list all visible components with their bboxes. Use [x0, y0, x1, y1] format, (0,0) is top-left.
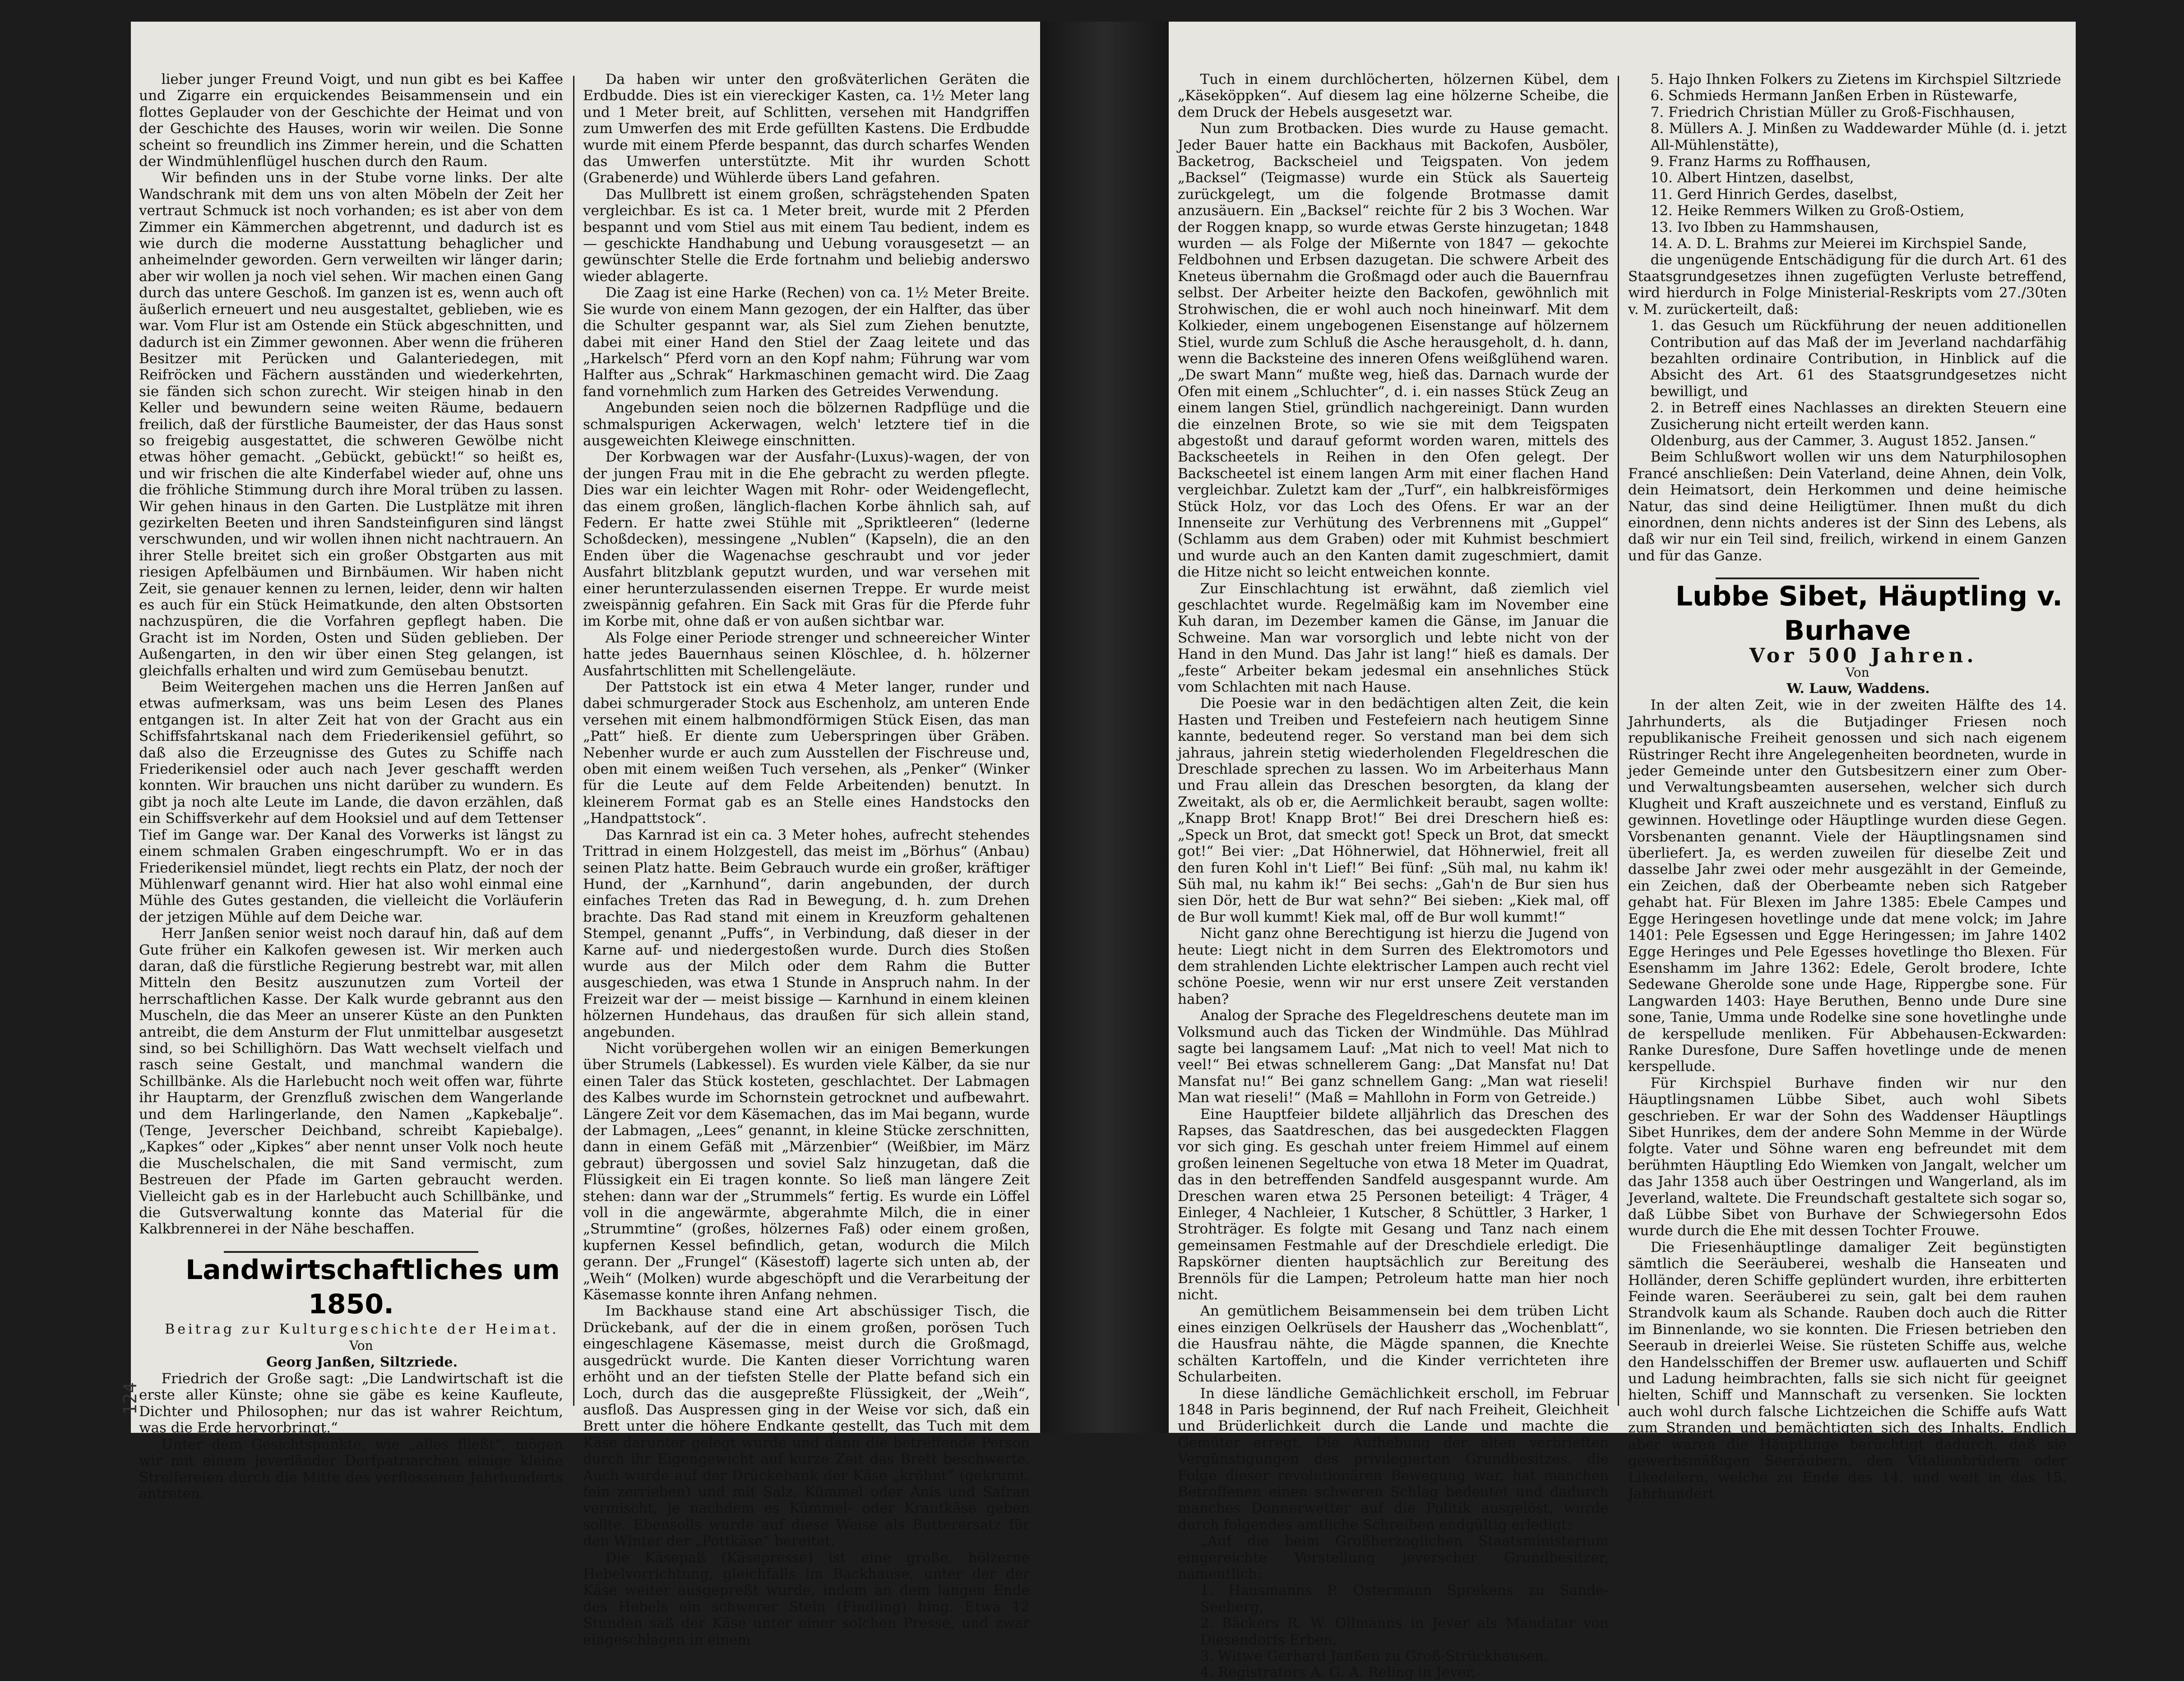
article-subtitle: Vor 500 Jahren.: [1749, 644, 1977, 668]
list-item: 8. Müllers A. J. Minßen zu Waddewarder Mühle (d. i. jetzt All-Mühlenstätte),: [1650, 120, 2067, 153]
list-item: 3. Witwe Gerhard Janßen zu Groß-Strückhausen,: [1200, 1648, 1548, 1664]
list-item: 4. Registrators A. G. A. Reling in Jever,: [1200, 1664, 1476, 1681]
list-item: 12. Heike Remmers Wilken zu Groß-Ostiem,: [1650, 203, 1965, 219]
list-item: 13. Ivo Ibben zu Hammshausen,: [1650, 219, 1879, 236]
article-title: Landwirtschaftliches um 1850.: [185, 1254, 560, 1320]
left-newspaper-page: [120, 22, 1040, 1648]
paragraph: Nun zum Brotbacken. Dies wurde zu Hause gemacht. Jeder Bauer hatte ein Backhaus mit Backofen, Ausböler, Backetrog, Backscheiel und Teigspaten. Von jedem „Backsel“ (Teigmasse) wurde ein Stück als Sauerteig zurückgelegt, um die folgende Brotmasse damit anzusäuern. Ein „Backsel“ reichte für 2 bis 3 Wochen. War der Roggen knapp, so wurde etwas Gerste hinzugetan; 1848 wurden — als Folge der Mißernte von 1847 — gekochte Feldbohnen und Erbsen dazugetan. Die schwere Arbeit des Kneteus übernahm die Großmagd oder auch die Bauernfrau selbst. Der Arbeiter heizte den Backofen, gewöhnlich mit Strohwischen, die er wohl auch noch hineinwarf. Mit dem Kolkieder, einem ungebogenen Eisenstange auf hölzernem Stiel, wurde zum Schluß die Asche herausgeholt, d. h. dann, wenn die Backsteine des inneren Ofens weißglühend waren. „De swart Mann“ mußte weg, hieß das. Darnach wurde der Ofen mit einem „Schluchter“, d. i. ein nasses Stück Zeug an einem langen Stiel, gründlich nachgereinigt. Dann wurden die einzelnen Brote, so wie sie mit dem Teigspaten abgestoßt und darauf geformt worden waren, mittels des Backscheetels in Reihen in den Ofen gelegt. Der Backscheetel ist einem langen Arm mit einer flachen Hand vergleichbar. Zuletzt kam der „Turf“, ein halbkreisförmiges Stück Holz, vor das Loch des Ofens. Er war an der Innenseite zur Verhütung des Verbrennens mit „Guppel“ (Schlamm aus dem Graben) oder mit Kuhmist beschmiert und wurde auch an den Kanten damit zugeschmiert, damit die Hitze nicht so leicht entweichen konnte.: [1178, 120, 1609, 581]
paragraph: Das Mullbrett ist einem großen, schrägstehenden Spaten vergleichbar. Es ist ca. 1 Meter breit, wurde mit 2 Pferden bespannt und vom Stiel aus mit einem Tau bedient, indem es — geschickte Handhabung und Uebung vorausgesetzt — an gewünschter Stelle die Erde fortnahm und beliebig anderswo wieder ablagerte.: [583, 186, 1030, 285]
paragraph: „Auf die beim Großherzoglichen Staatsministerium eingereichte Vorstellung jeverscher Grundbesitzer, namentlich:: [1178, 1533, 1609, 1582]
page-gutter: [1040, 22, 1169, 1433]
paragraph: In der alten Zeit, wie in der zweiten Hälfte des 14. Jahrhunderts, als die Butjadinger Friesen noch republikanische Freiheit genossen und sich nach eigenem Rüstringer Recht ihre Angelegenheiten beordneten, wurde in jeder Gemeinde unter den Gutsbesitzern einer zum Ober- und Verwaltungsbeamten ausersehen, welcher sich durch Klugheit und Kraft auszeichnete und es verstand, Einfluß zu gewinnen. Hovetlinge oder Häuptlinge wurden diese Gegen. Vorsbenanten genannt. Viele der Häuptlingsnamen sind überliefert. Ja, es werden zuweilen für dieselbe Zeit und dasselbe Jahr zwei oder mehr ausgezählt in der Gemeinde, ein Zeichen, daß der Oberbeamte neben sich Ratgeber gehabt hat. Für Blexen im Jahre 1385: Ebele Campes und Egge Heringesen hovetlinge unde dat mene volck; im Jahre 1401: Pele Egsessen und Egge Heringessen; im Jahre 1402 Egge Heringes und Pele Egesses hovetlinge tho Blexen. Für Esenshamm im Jahre 1362: Edele, Gerolt brodere, Ichte Sedewane Gherolde sone unde Hage, Rippergbe sone. Für Langwarden 1403: Haye Beruthen, Benno unde Dure sine sone, Tanie, Umma unde Rodelke sine sone hovetlinghe unde de kerspellude menliken. Für Abbehausen-Eckwarden: Ranke Duresfone, Dure Saffen hovetlinge unde de menen kerspellude.: [1628, 697, 2067, 1075]
article-von: Von: [349, 1338, 373, 1353]
left-column-1: [139, 71, 563, 1502]
paragraph: Zur Einschlachtung ist erwähnt, daß ziemlich viel geschlachtet wurde. Regelmäßig kam im November eine Kuh daran, im Dezember kamen die Gänse, im Januar die Schweine. Man war vorsorglich und lebte nicht von der Hand in den Mund. Das Jahr ist lang!“ hieß es damals. Der „feste“ Arbeiter bekam jedesmal ein ansehnliches Stück vom Schlachten mit nach Hause.: [1178, 580, 1609, 696]
paragraph: Eine Hauptfeier bildete alljährlich das Dreschen des Rapses, das Saatdreschen, das bei ausgedeckten Flaggen vor sich ging. Es geschah unter freiem Himmel auf einem großen leinenen Segeltuche von etwa 18 Meter im Quadrat, das in den betreffenden Sandfeld ausgespannt wurde. Am Dreschen waren etwa 25 Personen beteiligt: 4 Träger, 4 Einleger, 4 Nachleier, 1 Kutscher, 8 Schüttler, 3 Harker, 1 Strohträger. Es folgte mit Gesang und Tanz nach einem gemeinsamen Festmahle auf der Dreschdiele erledigt. Die Rapskörner dienten hauptsächlich zur Bereitung des Brennöls für die Lampen; Petroleum hatte man hier noch nicht.: [1178, 1106, 1609, 1303]
paragraph: Wir befinden uns in der Stube vorne links. Der alte Wandschrank mit dem uns von alten Möbeln der Zeit her vertraut Schmuck ist noch vorhanden; es ist aber von dem Zimmer ein Kämmerchen abgetrennt, und dadurch ist es wie durch die moderne Ausstattung behaglicher und anheimelnder geworden. Gern verweilten wir länger darin; aber wir wollen ja noch viel sehen. Wir machen einen Gang durch das untere Geschoß. Im ganzen ist es, wenn auch oft äußerlich erneuert und neu ausgestaltet, geblieben, wie es war. Vom Flur ist am Ostende ein Stück abgeschnitten, und dadurch ist ein Zimmer gewonnen. Aber wenn die früheren Besitzer mit Perücken und Galanteriedegen, mit Reifröcken und Fächern ausständen und wiederkehrten, sie fänden sich schon zurecht. Wir steigen hinab in den Keller und bewundern seine weiten Räume, bedauern freilich, daß der fürstliche Baumeister, der das Haus sonst so freigebig ausgestattet, die schweren Gewölbe nicht etwas höher gemacht. „Gebückt, gebückt!“ so heißt es, und wir frischen die alte Kinderfabel wieder auf, ohne uns die fröhliche Stimmung durch ihre Moral trüben zu lassen. Wir gehen hinaus in den Garten. Die Lustplätze mit ihren gezirkelten Beeten und ihren Sandsteinfiguren sind längst verschwunden, und wir wollen ihnen nicht nachtrauern. An ihrer Stelle breitet sich ein großer Obstgarten aus mit riesigen Apfelbäumen und Birnbäumen. Wir haben nicht Zeit, sie genauer kennen zu lernen, leider, denn wir halten es auch für ein Stück Heimatkunde, den alten Obstsorten nachzuspüren, die die Vorfahren gepflegt haben. Die Gracht ist im Norden, Osten und Süden geblieben. Der Außengarten, in den wir über einen Steg gelangen, ist gleichfalls erhalten und wird zum Gemüsebau benutzt.: [139, 170, 563, 679]
list-item: 7. Friedrich Christian Müller zu Groß-Fischhausen,: [1650, 104, 2015, 120]
left-column-2: [583, 71, 1030, 1648]
paragraph: Oldenburg, aus der Cammer, 3. August 1852. Jansen.“: [1650, 432, 2036, 449]
page-number: 124: [120, 1382, 141, 1415]
column-rule: [573, 76, 574, 1406]
list-item: 6. Schmieds Hermann Janßen Erben in Rüstewarfe,: [1650, 88, 2018, 104]
article-author: Georg Janßen, Siltzriede.: [266, 1354, 458, 1370]
paragraph: In diese ländliche Gemächlichkeit erscholl, im Februar 1848 in Paris beginnend, der Ruf nach Freiheit, Gleichheit und Brüderlichkeit durch die Lande und machte die Gemüter erregt. Die Aufhebung der alten verbrieften Vergünstigungen des privilegierten Grundbesitzes, die Folge dieser revolutionären Bewegung war, hat manchen Betroffenen einen schweren Schlag bedeutet und dadurch manches Donnerwetter auf die Politik ausgelöst, wurde durch folgendes amtliche Schreiben endgültig erledigt:: [1178, 1385, 1609, 1533]
paragraph: Der Korbwagen war der Ausfahr-(Luxus)-wagen, der von der jungen Frau mit in die Ehe gebracht zu werden pflegte. Dies war ein leichter Wagen mit Rohr- oder Weidengeflecht, das einem großen, länglich-flachen Korbe ähnlich sah, auf Federn. Er hatte zwei Stühle mit „Spriktleeren“ (lederne Schoßdecken), messingene „Nublen“ (Kapseln), die an den Enden über die Wagenachse geschraubt und vor jeder Ausfahrt blitzblank geputzt wurden, und war versehen mit einer herunterzulassenden eisernen Treppe. Er wurde meist zweispännig gefahren. Ein Sack mit Gras für die Pferde fuhr im Korbe mit, ohne daß er von außen sichtbar war.: [583, 449, 1030, 630]
article-title: Lubbe Sibet, Häuptling v. Burhave: [1675, 581, 2063, 647]
paragraph: Nicht vorübergehen wollen wir an einigen Bemerkungen über Strumels (Labkessel). Es wurden viele Kälber, da sie nur einen Taler das Stück kosteten, geschlachtet. Der Labmagen des Kalbes wurde im Schornstein getrocknet und aufbewahrt. Längere Zeit vor dem Käsemachen, das im Mai begann, wurde der Labmagen, „Lees“ genannt, in kleine Stücke zerschnitten, dann in einem Gefäß mit „Märzenbier“ (Weißbier, im März gebraut) übergossen und soviel Salz hinzugetan, daß die Flüssigkeit ein Ei tragen konnte. So ließ man längere Zeit stehen: dann war der „Strummels“ fertig. Es wurde ein Löffel voll in die angewärmte, abgerahmte Milch, die in einer „Strummtine“ (großes, hölzernes Faß) oder einem großen, kupfernen Kessel befindlich, getan, wodurch die Milch gerann. Der „Frungel“ (Käsestoff) lagerte sich unten ab, der „Weih“ (Molken) wurde abgeschöpft und die Verarbeitung der Käsemasse konnte ihren Anfang nehmen.: [583, 1040, 1030, 1303]
paragraph: An gemütlichem Beisammensein bei dem trüben Licht eines einzigen Oelkrüsels der Hausherr das „Wochenblatt“, die Hausfrau nähte, die Mägde spannen, die Knechte schälten Kartoffeln, und die Kinder verrichteten ihre Schularbeiten.: [1178, 1303, 1609, 1385]
list-item: 9. Franz Harms zu Roffhausen,: [1650, 153, 1871, 170]
paragraph: Da haben wir unter den großväterlichen Geräten die Erdbudde. Dies ist ein viereckiger Kasten, ca. 1½ Meter lang und 1 Meter breit, auf Schlitten, versehen mit Handgriffen zum Umwerfen des mit Erde gefüllten Kastens. Die Erdbudde wurde mit einem Pferde bespannt, das durch scharfes Wenden das Umwerfen unterstützte. Mit ihr wurden Schott (Grabenerde) und Wühlerde übers Land gefahren.: [583, 71, 1030, 186]
paragraph: Für Kirchspiel Burhave finden wir nur den Häuptlingsnamen Lübbe Sibet, auch wohl Sibets geschrieben. Er war der Sohn des Waddenser Häuptlings Sibet Hunrikes, dem der andere Sohn Memme in der Würde folgte. Vater und Söhne waren eng befreundet mit dem berühmten Häuptling Edo Wiemken von Jangalt, welcher um das Jahr 1358 auch über Oestringen und Wangerland, als im Jeverland, waltete. Die Freundschaft gestaltete sich sogar so, daß Lübbe Sibet von Burhave der Schwiegersohn Edos wurde durch die Ehe mit dessen Tochter Frouwe.: [1628, 1075, 2067, 1239]
paragraph: Beim Schlußwort wollen wir uns dem Naturphilosophen Francé anschließen: Dein Vaterland, deine Ahnen, dein Volk, dein Heimatsort, dein Herkommen und deine heimische Natur, das sind deine Heiligtümer. Ihnen mußt du dich einordnen, denn nichts anderes ist der Sinn des Lebens, als daß wir nur ein Teil sind, freilich, wirkend in einem Ganzen und für das Ganze.: [1628, 449, 2067, 564]
paragraph: Angebunden seien noch die bölzernen Radpflüge und die schmalspurigen Ackerwagen, welch' letztere tief in die ausgeweichten Kleiwege einschnitten.: [583, 400, 1030, 449]
article-author: W. Lauw, Waddens.: [1786, 681, 1930, 697]
paragraph: Beim Weitergehen machen uns die Herren Janßen auf etwas aufmerksam, was uns beim Lesen des Planes entgangen ist. In alter Zeit hat von der Gracht aus ein Schiffsfahrtskanal nach dem Friederikensiel geführt, so daß also die Erzeugnisse des Gutes zu Schiffe nach Friederikensiel oder auch nach Jever geschafft werden konnten. Wir brauchen uns nicht darüber zu wundern. Es gibt ja noch alte Leute im Lande, die davon erzählen, daß ein Schiffsverkehr auf dem Hooksiel und auf dem Tettenser Tief im Gange war. Der Kanal des Vorwerks ist längst zu einem schmalen Graben eingeschrumpft. Wo er in das Friederikensiel mündet, liegt rechts ein Platz, der noch der Mühlenwarf genannt wird. Hier hat also wohl einmal eine Mühle des Gutes gestanden, die vielleicht die Vorläuferin der jetzigen Mühle auf dem Deiche war.: [139, 679, 563, 925]
paragraph: Analog der Sprache des Flegeldreschens deutete man im Volksmund auch das Ticken der Windmühle. Das Mühlrad sagte bei langsamem Lauf: „Mat nich to veel! Mat nich to veel!“ Bei etwas schnellerem Gang: „Dat Mansfat nu! Dat Mansfat nu!“ Bei ganz schnellem Gang: „Man wat rieseli! Man wat rieseli!“ (Maß = Mahllohn in Form von Getreide.): [1178, 1007, 1609, 1106]
list-item: 2. in Betreff eines Nachlasses an direkten Steuern eine Zusicherung nicht erteilt werden kann.: [1650, 400, 2067, 433]
list-item: 10. Albert Hintzen, daselbst,: [1650, 170, 1854, 186]
paragraph: Das Karnrad ist ein ca. 3 Meter hohes, aufrecht stehendes Trittrad in einem Holzgestell, das meist im „Börhus“ (Anbau) seinen Platz hatte. Beim Gebrauch wurde ein großer, kräftiger Hund, der „Karnhund“, darin angebunden, der durch einfaches Treten das Rad in Bewegung, d. h. zum Drehen brachte. Das Rad stand mit einem in Kreuzform gehaltenen Stempel, genannt „Puffs“, in Verbindung, daß dieser in der Karne auf- und niedergestoßen wurde. Durch dies Stoßen wurde aus der Milch oder dem Rahm die Butter ausgeschieden, was etwa 1 Stunde in Anspruch nahm. In der Freizeit war der — meist bissige — Karnhund in einem kleinen hölzernen Hundehaus, das draußen für sich allein stand, angebunden.: [583, 827, 1030, 1040]
right-column-2: [1628, 71, 2067, 1502]
right-newspaper-page: [1169, 22, 2076, 1681]
paragraph: Herr Janßen senior weist noch darauf hin, daß auf dem Gute früher ein Kalkofen gewesen ist. Wir merken auch daran, daß die fürstliche Regierung bestrebt war, mit allen Mitteln den Besitz auszunutzen zum Vorteil der herrschaftlichen Kasse. Der Kalk wurde gebrannt aus den Muscheln, die das Meer an unserer Küste an den Punkten antreibt, die dem Ansturm der Flut unmittelbar ausgesetzt sind, so bei Schillighörn. Das Watt wechselt vielfach und rasch seine Gestalt, und manchmal wandern die Schillbänke. Als die Harlebucht noch weit offen war, führte ihr Hauptarm, der Grenzfluß zwischen dem Wangerlande und dem Harlingerlande, den Namen „Kapkebalje“. (Tenge, Jeverscher Deichband, schreibt Kapiebalge). „Kapkes“ oder „Kipkes“ aber nennt unser Volk noch heute die Muschelschalen, die mit Sand vermischt, zum Bestreuen der Pfade im Garten gebraucht werden. Vielleicht gab es in der Harlebucht auch Schillbänke, und die Gutsverwaltung konnte das Material für die Kalkbrennerei in der Nähe beschaffen.: [139, 925, 563, 1238]
paragraph: die ungenügende Entschädigung für die durch Art. 61 des Staatsgrundgesetzes ihnen zugefügten Verluste betreffend, wird hierdurch in Folge Ministerial-Reskripts vom 27./30ten v. M. zurückerteilt, daß:: [1628, 252, 2067, 318]
paragraph: Die Poesie war in den bedächtigen alten Zeit, die kein Hasten und Treiben und Festefeiern nach heutigem Sinne kannte, bedeutend reger. So verstand man bei dem sich jahraus, jahrein stetig wiederholenden Flegeldreschen die Dreschlade sprechen zu lassen. Wo im Arbeiterhaus Mann und Frau allein das Dreschen besorgten, da klang der Zweitakt, als ob er, die Aermlichkeit beraubt, sagen wollte: „Knapp Brot! Knapp Brot!“ Bei drei Dreschern hieß es: „Speck un Brot, dat smeckt got! Speck un Brot, dat smeckt got!“ Bei vier: „Dat Höhnerwiel, dat Höhnerwiel, freit all den furen Kohl in't Lief!“ Bei fünf: „Süh mal, nu kahm ik! Süh mal, nu kahm ik!“ Bei sechs: „Gah'n de Bur sien hus sien Dör, hett de Bur wat sehn?“ Bei sieben: „Kiek mal, off de Bur woll kummt! Kiek mal, off de Bur woll kummt!“: [1178, 695, 1609, 925]
paragraph: Die Zaag ist eine Harke (Rechen) von ca. 1½ Meter Breite. Sie wurde von einem Mann gezogen, der ein Halfter, das über die Schulter gespannt war, als Siel zum Ziehen benutzte, dabei mit einer Hand den Stiel der Zaag leitete und das „Harkelsch“ Pferd vorn an den Kopf nahm; Führung war vom Halfter aus „Schrak“ Harkmaschinen gemacht wird. Die Zaag fand vornehmlich zum Harken des Getreides Verwendung.: [583, 285, 1030, 400]
article-subtitle: Beitrag zur Kulturgeschichte der Heimat.: [165, 1321, 559, 1337]
paragraph: Die Käsepaß (Käsepresse) ist eine große, hölzerne Hebelvorrichtung, gleichfalls im Backhause, unter der der Käse weiter ausgepreßt wurde, indem an dem langen Ende des Hebels ein schwerer Stein (Findling) hing. Etwa 12 Stunden saß der Käse unter einer solchen Presse, und zwar eingeschlagen in einem: [583, 1549, 1030, 1648]
article-von: Von: [1846, 665, 1869, 680]
right-column-1: [1178, 71, 1609, 1681]
paragraph: Friedrich der Große sagt: „Die Landwirtschaft ist die erste aller Künste; ohne sie gäbe es keine Kaufleute, Dichter und Philosophen; nur das ist wahrer Reichtum, was die Erde hervorbringt.“: [139, 1371, 563, 1436]
list-item: 11. Gerd Hinrich Gerdes, daselbst,: [1650, 186, 1898, 203]
paragraph: Nicht ganz ohne Berechtigung ist hierzu die Jugend von heute: Liegt nicht in dem Surren des Elektromotors und dem strahlenden Lichte elektrischer Lampen auch recht viel schöne Poesie, wenn wir nur erst unsere Zeit verstanden haben?: [1178, 925, 1609, 1007]
paragraph: Im Backhause stand eine Art abschüssiger Tisch, die Drückebank, auf der die in einem großen, porösen Tuch eingeschlagene Käsemasse, meist durch die Großmagd, ausgedrückt wurde. Die Kanten dieser Vorrichtung waren erhöht und an der tiefsten Stelle der Platte befand sich ein Loch, durch das die ausgepreßte Flüssigkeit, der „Weih“, ausfloß. Das Auspressen ging in der Weise vor sich, daß ein Brett unter die höhere Endkante gestellt, das Tuch mit dem Käse darunter gelegt wurde und dann die betreffende Person durch ihr Eigengewicht auf kurze Zeit das Brett beschwerte. Auch wurde auf der Drückebank der Käse „kröhnt“ (gekrumt, fein zerrieben) und mit Salz, Kümmel oder Anis und Safran vermischt, je nachdem es Kümmel- oder Krautkäse geben sollte. Ebensolls wurde auf diese Weise als Butterersatz für den Winter der „Pottkäse“ bereitet.: [583, 1303, 1030, 1550]
list-item: 14. A. D. L. Brahms zur Meierei im Kirchspiel Sande,: [1650, 236, 2027, 252]
list-item: 2. Bäckers R. W. Ollmanns in Jever als Mandatar von Diesendorfs Erben,: [1200, 1615, 1609, 1648]
list-item: 1. das Gesuch um Rückführung der neuen additionellen Contribution auf das Maß der im Jeverland nachdarfähig bezahlten ordinaire Contribution, in Hinblick auf die Absicht des Art. 61 des Staatsgrundgesetzes nicht bewilligt, und: [1650, 318, 2067, 400]
paragraph: Unter dem Gesichtspunkte, wie „alles fließt“, mögen wir mit einem jeverländer Dorfpatriarchen einige kleine Streifereien durch die Mitte des verflossenen Jahrhunderts antreten.: [139, 1436, 563, 1502]
paragraph: Als Folge einer Periode strenger und schneereicher Winter hatte jedes Bauernhaus seinen Klöschlee, d. h. hölzerner Ausfahrtschlitten mit Schellengeläute.: [583, 629, 1030, 679]
paragraph: Der Pattstock ist ein etwa 4 Meter langer, runder und dabei schmurgerader Stock aus Eschenholz, am unteren Ende versehen mit einem halbmondförmigen Stück Eisen, das man „Patt“ hieß. Er diente zum Ueberspringen über Gräben. Nebenher wurde er auch zum Ausstellen der Fischreuse und, oben mit einem weißen Tuch versehen, als „Penker“ (Winker für die Leute auf dem Felde Arbeitenden) benutzt. In kleinerem Format gab es an Stelle eines Handstocks den „Handpattstock“.: [583, 679, 1030, 827]
list-item: 5. Hajo Ihnken Folkers zu Zietens im Kirchspiel Siltzriede: [1650, 71, 2061, 88]
paragraph: lieber junger Freund Voigt, und nun gibt es bei Kaffee und Zigarre ein erquickendes Beisammensein und ein flottes Geplauder von der Geschichte der Heimat und von der Geschichte des Hauses, worin wir weilen. Die Sonne scheint so freundlich ins Zimmer herein, und die Schatten der Windmühlenflügel huschen durch den Raum.: [139, 71, 563, 170]
column-rule: [1618, 76, 1619, 1406]
paragraph: Die Friesenhäuptlinge damaliger Zeit begünstigten sämtlich die Seeräuberei, weshalb die Hanseaten und Holländer, deren Schiffe geplündert wurden, ihre erbitterten Feinde waren. Seeräuberei zu sein, galt bei dem rauhen Strandvolk kaum als Schande. Rauben doch auch die Ritter im Binnenlande, wo sie konnten. Die Friesen betrieben den Seeraub in dreierlei Weise. Sie rüsteten Schiffe aus, welche den Handelsschiffen der Bremer usw. auflauerten und Schiff und Ladung heimbrachten, falls sie sich nicht für geeignet hielten, Schiff und Mannschaft zu versenken. Sie lockten auch wohl durch falsche Lichtzeichen die Schiffe aufs Watt zum Stranden und bemächtigten sich des Inhalts. Endlich aber waren die Häuptlinge berüchtigt dadurch, daß sie gewerbsmäßigen Seeräubern, den Vitalienbrüdern oder Likedelern, welche zu Ende des 14. und weit in das 15. Jahrhundert: [1628, 1239, 2067, 1502]
list-item: 1. Hausmanns P. Ostermann Sprekens zu Sande-Seeberg,: [1200, 1582, 1609, 1615]
paragraph: Tuch in einem durchlöcherten, hölzernen Kübel, dem „Käseköppken“. Auf diesem lag eine hölzerne Scheibe, die dem Druck der Hebels ausgesetzt war.: [1178, 71, 1609, 120]
